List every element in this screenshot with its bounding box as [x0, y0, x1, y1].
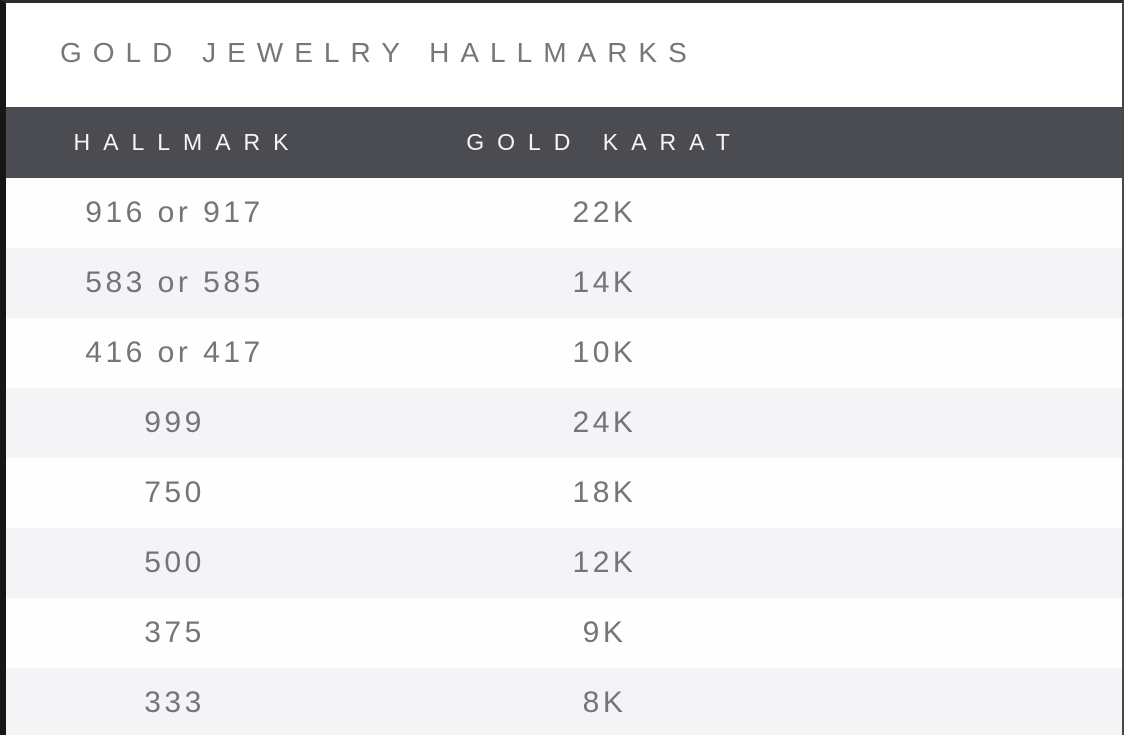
hallmark-cell: 375: [144, 616, 205, 649]
table-row: [6, 668, 1122, 735]
table-row: [6, 598, 1122, 668]
column-header-gold-karat: GOLD KARAT: [466, 129, 743, 155]
karat-cell: 9K: [582, 616, 627, 649]
table-body: [6, 178, 1122, 735]
column-header-hallmark: HALLMARK: [73, 129, 302, 155]
karat-cell: 18K: [572, 476, 637, 509]
table-header-row: [6, 107, 1122, 178]
karat-cell: 24K: [572, 406, 637, 439]
karat-cell: 22K: [572, 196, 637, 229]
table-row: [6, 318, 1122, 388]
hallmark-cell: 999: [144, 406, 205, 439]
page-title: GOLD JEWELRY HALLMARKS: [60, 37, 698, 68]
table-row: [6, 458, 1122, 528]
hallmark-cell: 500: [144, 546, 205, 579]
hallmark-cell: 416 or 417: [85, 336, 264, 369]
hallmark-cell: 333: [144, 686, 205, 719]
table-row: [6, 248, 1122, 318]
hallmark-cell: 916 or 917: [85, 196, 264, 229]
karat-cell: 10K: [572, 336, 637, 369]
karat-cell: 14K: [572, 266, 637, 299]
hallmark-cell: 583 or 585: [85, 266, 264, 299]
karat-cell: 8K: [582, 686, 627, 719]
table-row: [6, 528, 1122, 598]
table-row: [6, 388, 1122, 458]
hallmark-cell: 750: [144, 476, 205, 509]
table-row: [6, 178, 1122, 248]
karat-cell: 12K: [572, 546, 637, 579]
